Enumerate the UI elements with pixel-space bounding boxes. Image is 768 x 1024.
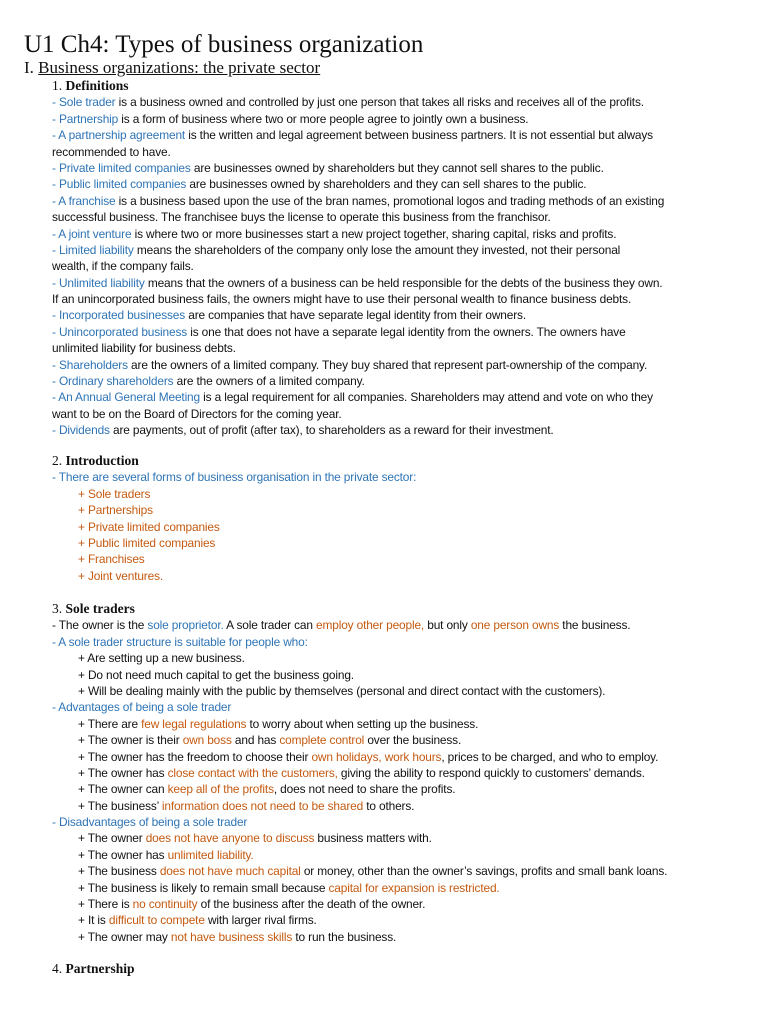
paragraph-line [52,275,768,291]
text-run: are the owners of a limited company. They buy shared that represent part-ownership of the company. [127,357,648,372]
key-phrase: close contact with the customers, [167,765,338,780]
text-run: + There are [78,716,142,731]
text-run: are businesses owned by shareholders but they cannot sell shares to the public. [190,160,604,175]
bullet-item [52,880,768,896]
text-run: is a form of business where two or more people agree to jointly own a business. [118,111,529,126]
paragraph-line [52,291,768,307]
bullet-item [52,830,768,846]
paragraph-line [52,176,768,192]
highlighted-term: - An Annual General Meeting [52,390,200,405]
paragraph-line [52,209,768,225]
text-run: business matters with. [314,831,432,846]
text-run: + The owner has [78,847,168,862]
key-phrase: keep all of the profits [167,782,274,797]
text-run: + The owner [78,831,146,846]
text-run: + Are setting up a new business. [78,651,245,666]
paragraph-line [52,469,768,485]
subsection-title: Introduction [65,453,139,468]
key-phrase: does not have much capital [159,864,301,879]
paragraph-line [52,193,768,209]
subsection-heading [52,453,768,469]
text-run: + The business is likely to remain small because [78,880,329,895]
paragraph-line [52,617,768,633]
subsection-number: 4. [52,961,66,976]
bullet-item [52,667,768,683]
text-run: is a business owned and controlled by just one person that takes all risks and receives all of the profits. [115,95,644,110]
subsection-heading [52,961,768,977]
text-run: + The business [78,864,160,879]
text-run: is a business based upon the use of the bran names, promotional logos and trading methods of an existing [115,193,665,208]
bullet-item [52,847,768,863]
highlighted-term: - A franchise [52,193,116,208]
text-run: is where two or more businesses start a new project together, sharing capital, risks and profits. [131,226,617,241]
text-run: giving the ability to respond quickly to customers’ demands. [337,765,645,780]
text-run: are companies that have separate legal identity from their owners. [185,308,526,323]
text-run: recommended to have. [52,144,171,159]
bullet-item [52,568,768,584]
key-phrase: own holidays, work hours [311,749,442,764]
highlighted-term: - Private limited companies [52,160,191,175]
paragraph-line [52,699,768,715]
highlighted-term: - Public limited companies [52,177,187,192]
key-phrase: + Private limited companies [78,519,220,534]
bullet-item [52,519,768,535]
section-number: I. [24,58,39,77]
subsection-title: Partnership [65,961,135,976]
bullet-item [52,551,768,567]
key-phrase: few legal regulations [141,716,247,731]
bullet-item [52,486,768,502]
subsection-number: 2. [52,453,66,468]
text-run: wealth, if the company fails. [52,259,194,274]
text-run: + Will be dealing mainly with the public by themselves (personal and direct contact with the customers). [78,683,606,698]
text-run: are the owners of a limited company. [173,374,365,389]
paragraph-line [52,422,768,438]
text-run: to worry about when setting up the business. [246,716,479,731]
paragraph-line [52,111,768,127]
highlighted-term: - A joint venture [52,226,132,241]
bullet-item [52,781,768,797]
text-run: is one that does not have a separate legal identity from the owners. The owners have [187,324,626,339]
text-run: of the business after the death of the owner. [197,897,426,912]
text-run: + The owner may [78,929,171,944]
highlighted-term: - Sole trader [52,95,116,110]
bullet-item [52,749,768,765]
paragraph-line [52,814,768,830]
key-phrase: complete control [279,733,365,748]
text-run: successful business. The franchisee buys the license to operate this business from the franchisor. [52,210,551,225]
subsection-title: Definitions [65,78,129,93]
paragraph-line [52,389,768,405]
paragraph-line [52,324,768,340]
text-run: , does not need to share the profits. [273,782,456,797]
text-run: but only [424,618,471,633]
key-phrase: unlimited liability. [167,847,254,862]
bullet-item [52,732,768,748]
text-run: with larger rival firms. [204,913,317,928]
bullet-item [52,912,768,928]
paragraph-line [52,373,768,389]
highlighted-term: - Advantages of being a sole trader [52,700,232,715]
bullet-item [52,765,768,781]
bullet-item [52,716,768,732]
paragraph-line [52,634,768,650]
text-run: or money, other than the owner’s savings, profits and small bank loans. [300,864,668,879]
highlighted-term: - Dividends [52,423,110,438]
text-run: means the shareholders of the company only lose the amount they invested, not their personal [133,242,621,257]
key-phrase: difficult to compete [108,913,205,928]
highlighted-term: sole proprietor. [147,618,224,633]
text-run: , prices to be charged, and who to employ. [441,749,659,764]
text-run: + The owner has [78,765,168,780]
key-phrase: own boss [182,733,232,748]
highlighted-term: - Disadvantages of being a sole trader [52,815,248,830]
paragraph-line [52,340,768,356]
text-run: is a legal requirement for all companies. Shareholders may attend and vote on who they [200,390,653,405]
bullet-item [52,798,768,814]
key-phrase: + Partnerships [78,503,153,518]
highlighted-term: - A partnership agreement [52,128,186,143]
highlighted-term: - There are several forms of business organisation in the private sector: [52,470,417,485]
paragraph-line [52,307,768,323]
section-title: Business organizations: the private sector [38,58,321,77]
document-title: U1 Ch4: Types of business organization [24,31,424,58]
key-phrase: + Sole traders [78,486,151,501]
bullet-item [52,683,768,699]
paragraph-line [52,242,768,258]
text-run: + The owner is their [78,733,183,748]
subsection-heading [52,78,768,94]
bullet-item [52,535,768,551]
paragraph-line [52,357,768,373]
highlighted-term: - A sole trader structure is suitable for people who: [52,634,308,649]
text-run: unlimited liability for business debts. [52,341,236,356]
text-run: + It is [78,913,109,928]
text-run: A sole trader can [223,618,317,633]
bullet-item [52,929,768,945]
section-introduction [52,453,768,584]
text-run: want to be on the Board of Directors for the coming year. [52,406,342,421]
bullet-item [52,896,768,912]
subsection-heading [52,601,768,617]
section-sole-traders [52,601,768,945]
bullet-item [52,502,768,518]
key-phrase: one person owns [470,618,560,633]
highlighted-term: - Unlimited liability [52,275,145,290]
text-run: over the business. [364,733,462,748]
paragraph-line [52,406,768,422]
paragraph-line [52,144,768,160]
subsection-number: 3. [52,601,66,616]
key-phrase: + Franchises [78,552,145,567]
text-run: + There is [78,897,133,912]
text-run: - The owner is the [52,618,148,633]
paragraph-line [52,160,768,176]
text-run: to run the business. [292,929,397,944]
bullet-item [52,863,768,879]
text-run: + The business’ [78,798,162,813]
text-run: are businesses owned by shareholders and they can sell shares to the public. [186,177,587,192]
text-run: and has [231,733,280,748]
key-phrase: + Public limited companies [78,535,216,550]
text-run: means that the owners of a business can be held responsible for the debts of the business they own. [144,275,663,290]
text-run: + The owner has the freedom to choose their [78,749,312,764]
text-run: + The owner can [78,782,168,797]
subsection-title: Sole traders [65,601,135,616]
highlighted-term: - Partnership [52,111,119,126]
key-phrase: not have business skills [170,929,293,944]
highlighted-term: - Incorporated businesses [52,308,186,323]
key-phrase: capital for expansion is restricted. [328,880,500,895]
text-run: If an unincorporated business fails, the owners might have to use their personal wealth to finance business debts. [52,292,632,307]
key-phrase: + Joint ventures. [78,568,164,583]
highlighted-term: - Shareholders [52,357,128,372]
bullet-item [52,650,768,666]
text-run: is the written and legal agreement between business partners. It is not essential but always [185,128,653,143]
paragraph-line [52,226,768,242]
paragraph-line [52,258,768,274]
highlighted-term: - Limited liability [52,242,134,257]
subsection-number: 1. [52,78,66,93]
key-phrase: employ other people, [316,618,425,633]
highlighted-term: - Ordinary shareholders [52,374,174,389]
paragraph-line [52,94,768,110]
text-run: are payments, out of profit (after tax), to shareholders as a reward for their investment. [109,423,554,438]
section-heading [24,58,320,78]
key-phrase: information does not need to be shared [161,798,364,813]
paragraph-line [52,127,768,143]
section-definitions [52,78,768,439]
section-partnership [52,961,768,977]
highlighted-term: - Unincorporated business [52,324,188,339]
text-run: + Do not need much capital to get the business going. [78,667,354,682]
text-run: the business. [559,618,631,633]
key-phrase: does not have anyone to discuss [145,831,315,846]
key-phrase: no continuity [132,897,198,912]
text-run: to others. [363,798,415,813]
